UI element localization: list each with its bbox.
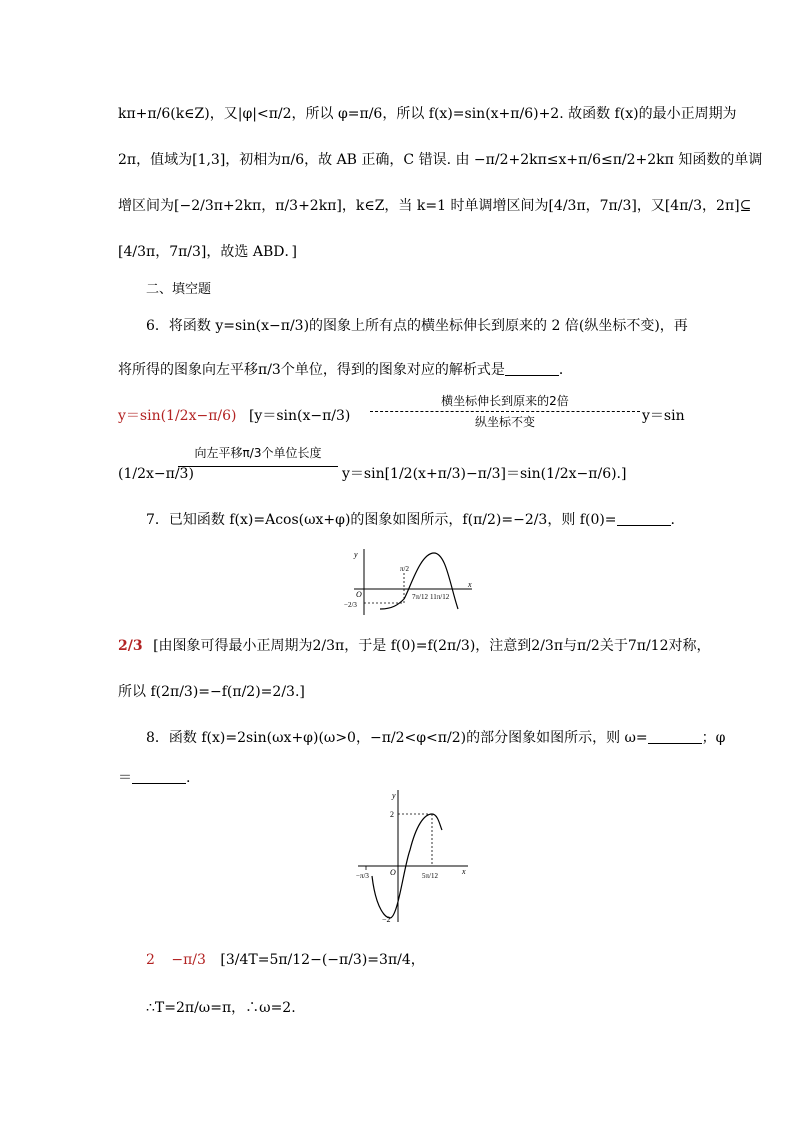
q8-label-negpi3: −π/3 [356,872,369,880]
q7-origin: O [356,590,362,599]
q8-solution-line-1 [146,948,678,972]
q8-answer-phi: −π/3 [171,952,206,968]
q7-y-label: y [354,550,358,559]
q7-stem: 7．已知函数 f(x)=Acos(ωx+φ)的图象如图所示，f(π/2)=−2/3，则 f(0)= . [146,512,675,528]
q8-label-5pi12: 5π/12 [422,872,438,880]
q7-graph [340,545,480,617]
q6-stem-line-2: 将所得的图象向左平移π/3个单位，得到的图象对应的解析式是 ． [118,362,573,378]
q8-omega-blank [648,729,702,744]
section-heading: 二、填空题 [146,282,212,297]
q7-label-pi2: π/2 [400,565,409,573]
q8-solution-text-1: [3/4T=5π/12−(−π/3)=3π/4， [220,952,425,968]
q5-solution-line-4: [4/3π，7π/3]，故选 ABD．] [118,244,297,260]
q6-solution-part-2: y＝sin [642,408,685,424]
q5-solution-line-3: 增区间为[−2/3π+2kπ，π/3+2kπ]，k∈Z，当 k=1 时单调增区间为[4/3π，7π/3]，又[4π/3，2π]⊆ [118,198,752,214]
q7-x-label: x [468,580,472,589]
q7-label-11pi12: 11π/12 [430,593,450,601]
q8-y-label: y [392,791,396,800]
q6-answer-blank [505,361,559,376]
q7-solution-line-1 [118,634,711,658]
q5-solution-line-2: 2π，值域为[1,3]，初相为π/6，故 AB 正确，C 错误. 由 −π/2+2kπ≤x+π/6≤π/2+2kπ 知函数的单调 [118,152,763,168]
q8-stem [146,726,726,750]
q8-graph [352,786,472,926]
q8-stem-text: 8．函数 f(x)=2sin(ωx+φ)(ω>0，−π/2<φ<π/2)的部分图象如图所示，则 ω= [146,730,648,746]
q8-solution-line-2: ∴T=2π/ω=π，∴ω=2. [146,1000,296,1016]
q7-solution-line-2: 所以 f(2π/3)=−f(π/2)=2/3.] [118,684,305,700]
q6-solution-part-4: y＝sin[1/2(x+π/3)−π/3]＝sin(1/2x−π/6).] [342,466,627,482]
q8-answer-omega: 2 [146,952,155,968]
q6-arrow-1 [370,394,640,429]
q6-stem-line-1: 6．将函数 y=sin(x−π/3)的图象上所有点的横坐标伸长到原来的 2 倍(纵坐标不变)，再 [146,318,688,334]
q8-stem-line-2: ＝ . [118,770,191,786]
q8-phi-label: ；φ [701,730,726,746]
q8-phi-blank [132,769,186,784]
q6-arrow-2-top: 向左平移π/3个单位长度 [194,446,322,460]
q7-stem-text: 7．已知函数 f(x)=Acos(ωx+φ)的图象如图所示，f(π/2)=−2/3，则 f(0)= [146,512,617,528]
q8-origin: O [390,868,396,877]
q6-stem-text: 将所得的图象向左平移π/3个单位，得到的图象对应的解析式是 [118,362,505,378]
q6-arrow-2 [178,446,338,467]
q7-label-neg23: −2/3 [344,601,357,609]
q6-solution-part-1: [y＝sin(x−π/3) [248,408,351,424]
q8-label-neg2: −2 [382,915,391,924]
q7-label-7pi12: 7π/12 [412,593,428,601]
q6-answer: y＝sin(1/2x−π/6) [118,408,237,424]
q5-solution-line-1: kπ+π/6(k∈Z)，又|φ|<π/2，所以 φ=π/6，所以 f(x)=sin(x+π/6)+2. 故函数 f(x)的最小正周期为 [118,106,737,122]
q6-arrow-1-top: 横坐标伸长到原来的2倍 [441,394,569,408]
q8-label-2: 2 [390,810,394,819]
q7-answer-blank [617,511,671,526]
q6-arrow-1-bottom: 纵坐标不变 [474,415,535,429]
q7-answer: 2/3 [118,638,143,654]
q6-solution-part-3: (1/2x−π/3) [118,466,194,482]
q8-stem-line-2-text: ＝ [118,770,132,786]
q8-x-label: x [462,867,466,876]
q7-solution-text: [由图象可得最小正周期为2/3π，于是 f(0)=f(2π/3)，注意到2/3π与π/2关于7π/12对称， [153,638,711,654]
